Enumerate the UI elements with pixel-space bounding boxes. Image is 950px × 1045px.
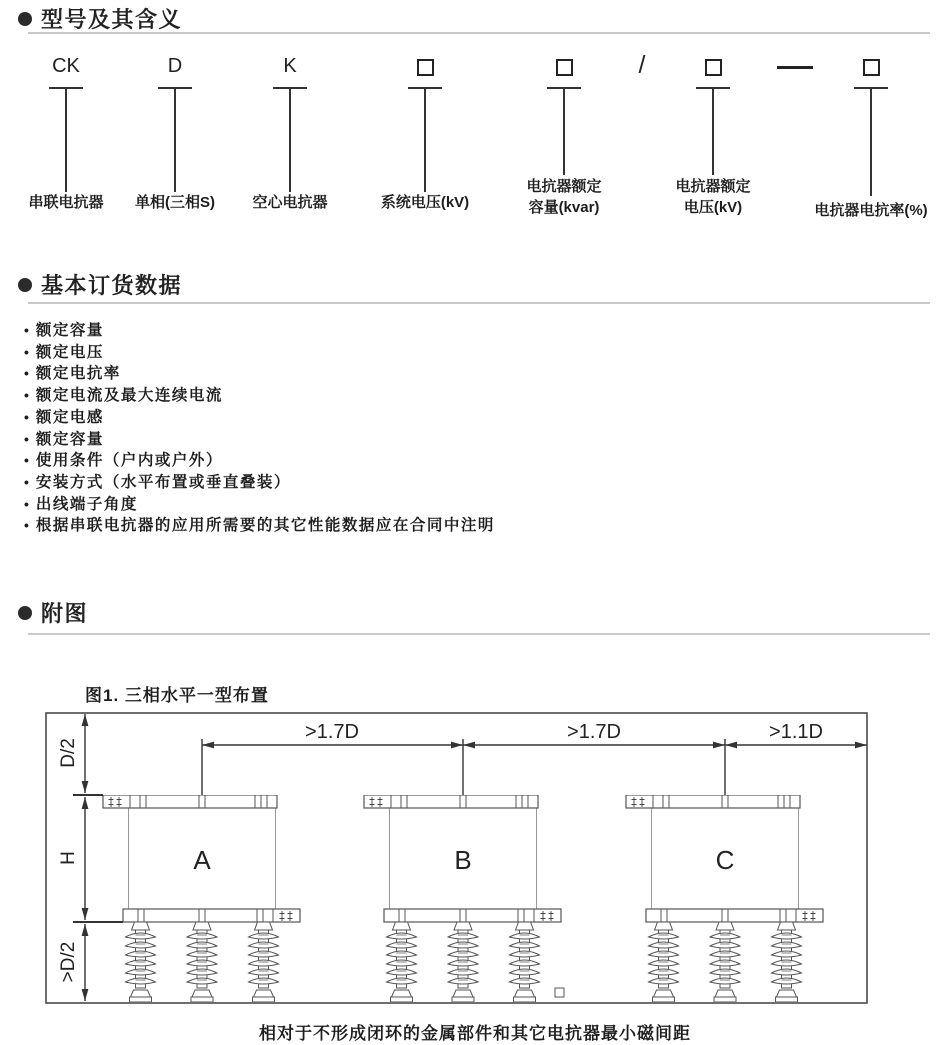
model-label-line1: 电抗器额定: [526, 178, 602, 195]
model-col-sysvolt: [345, 45, 505, 260]
order-list-item: • 额定容量: [24, 320, 495, 342]
order-data-list: [24, 320, 495, 537]
figure1-drawing: [45, 712, 868, 1004]
figure1-caption: 图1. 三相水平一型布置: [85, 686, 269, 705]
order-list-item: • 额定容量: [24, 429, 495, 451]
section-title-order: 基本订货数据: [41, 273, 183, 298]
section-divider: [28, 633, 930, 635]
placeholder-box-icon: [417, 59, 434, 76]
model-symbol: D: [167, 55, 183, 77]
dim-label-d2: D/2: [58, 738, 79, 768]
leader-line: [712, 88, 714, 175]
reactor-b-label: B: [454, 845, 472, 875]
model-symbol: K: [283, 55, 297, 77]
figure-note: 相对于不形成闭环的金属部件和其它电抗器最小磁间距: [259, 1024, 691, 1043]
dim-label-gd2: >D/2: [58, 941, 79, 983]
slash-separator: /: [638, 51, 646, 79]
section-header-model: [18, 3, 182, 34]
order-list-item: • 安装方式（水平布置或垂直叠装）: [24, 472, 495, 494]
order-list-item: • 出线端子角度: [24, 494, 495, 516]
model-label: 系统电压(kV): [380, 194, 470, 211]
reactor-b: [364, 795, 561, 1002]
top-dimension-lines: [202, 739, 867, 795]
model-col-reactance: [791, 45, 950, 260]
section-title-figure: 附图: [41, 601, 89, 626]
bullet-icon: [18, 606, 32, 620]
dim-label-c-edge: >1.1D: [769, 721, 823, 743]
model-label-line2: 电压(kV): [683, 199, 743, 216]
order-list-item: • 额定电流及最大连续电流: [24, 385, 495, 407]
order-list-item: • 额定电感: [24, 407, 495, 429]
section-header-order: [18, 269, 182, 300]
bullet-icon: [18, 12, 32, 26]
placeholder-box-icon: [863, 59, 880, 76]
dim-label-bc: >1.7D: [567, 721, 621, 743]
model-symbol: CK: [52, 55, 80, 77]
bullet-icon: [18, 278, 32, 292]
section-divider: [28, 302, 930, 304]
model-label: 串联电抗器: [28, 194, 104, 211]
reactor-a: [103, 795, 300, 1002]
model-label: 电抗器电抗率(%): [814, 202, 928, 219]
model-label-line2: 容量(kvar): [528, 199, 600, 216]
dim-label-h: H: [58, 851, 79, 865]
ground-detail-square: [555, 988, 564, 997]
reactor-c-label: C: [715, 845, 735, 875]
leader-line: [424, 88, 426, 192]
section-divider: [28, 32, 930, 34]
leader-line: [870, 88, 872, 196]
dim-label-ab: >1.7D: [305, 721, 359, 743]
order-list-item: • 额定电抗率: [24, 363, 495, 385]
leader-line: [289, 88, 291, 192]
order-list-item: • 使用条件（户内或户外）: [24, 450, 495, 472]
left-dimension-lines: [73, 714, 123, 1001]
order-list-item: • 额定电压: [24, 342, 495, 364]
leader-line: [174, 88, 176, 192]
reactor-c: [626, 795, 823, 1002]
model-label-line1: 电抗器额定: [675, 178, 751, 195]
reactor-a-label: A: [193, 845, 211, 875]
section-header-figure: [18, 597, 88, 628]
section-title-model: 型号及其含义: [41, 7, 183, 32]
model-label: 单相(三相S): [135, 194, 215, 211]
model-label: 空心电抗器: [252, 194, 328, 211]
order-list-item: • 根据串联电抗器的应用所需要的其它性能数据应在合同中注明: [24, 515, 495, 537]
leader-line: [65, 88, 67, 192]
